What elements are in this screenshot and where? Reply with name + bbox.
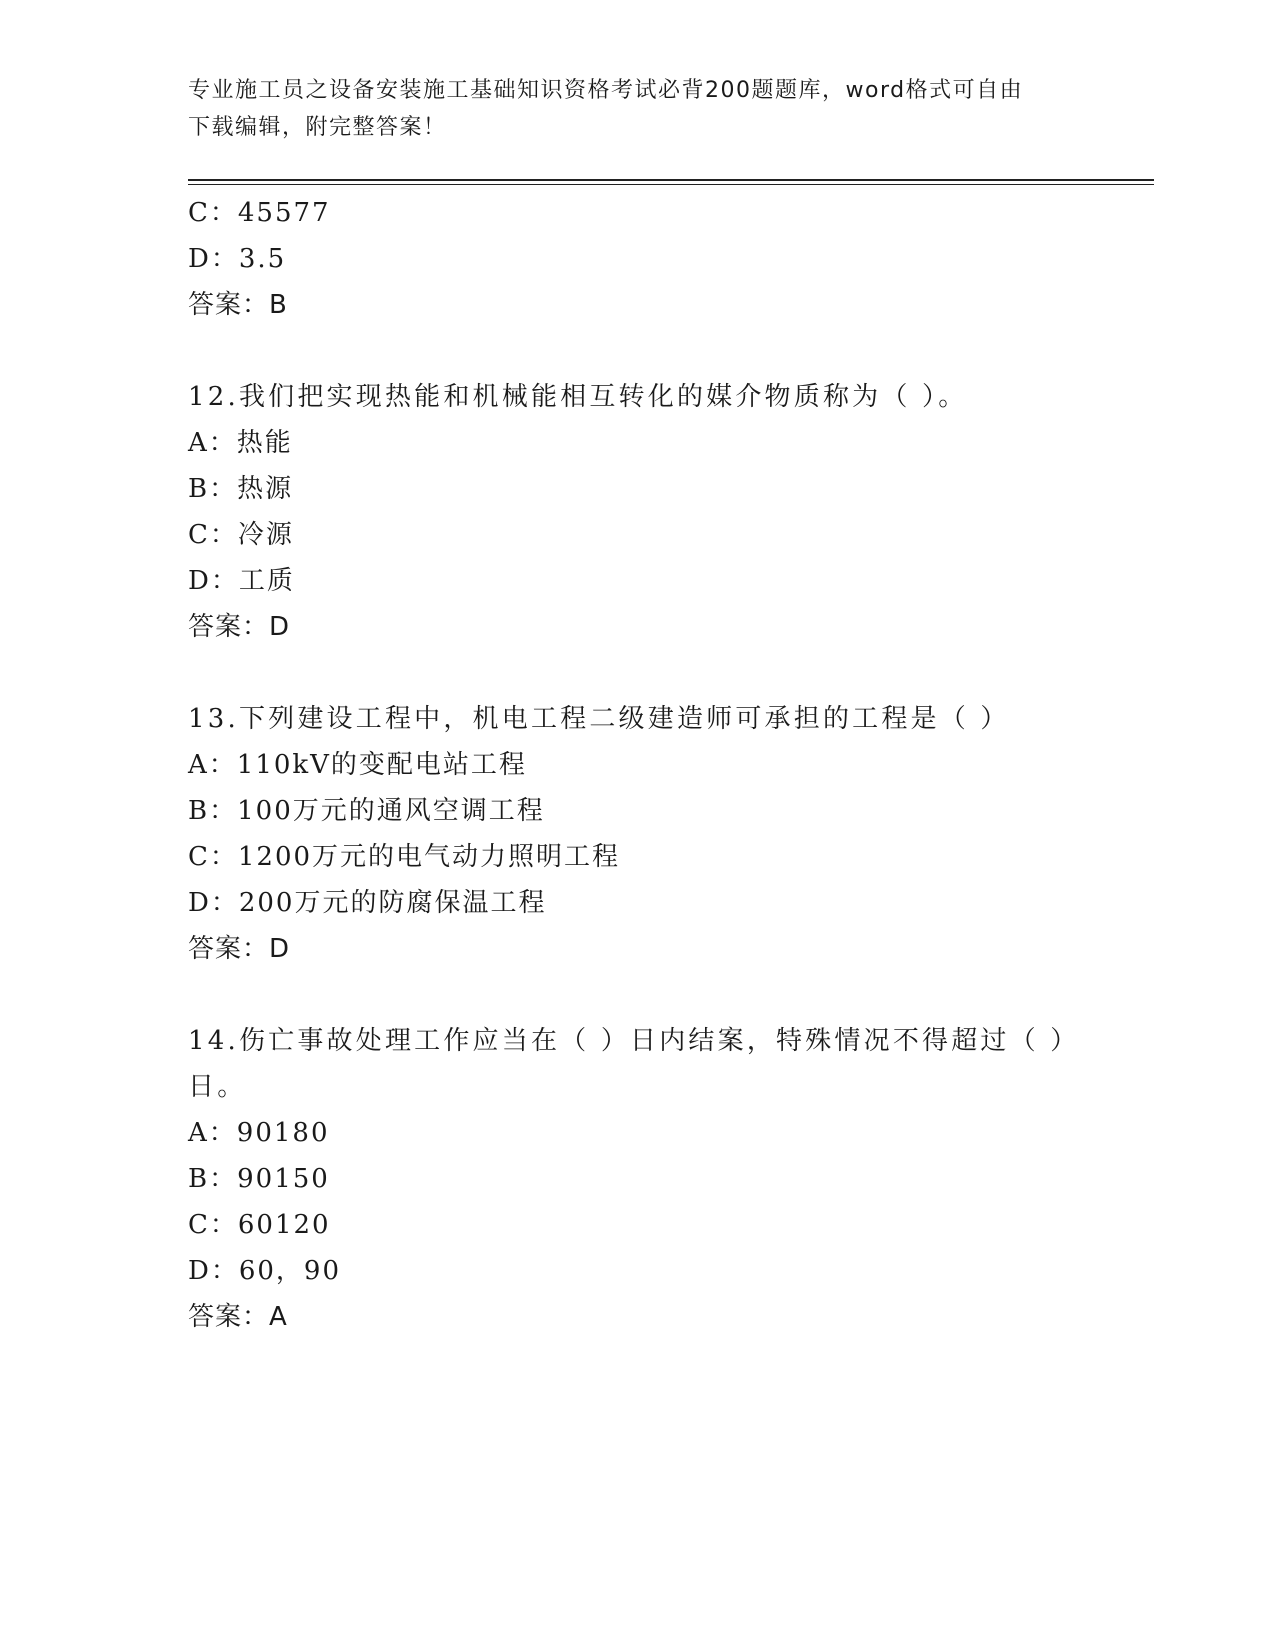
option-d: D：200万元的防腐保温工程 — [188, 888, 547, 918]
header-line-1: 专业施工员之设备安装施工基础知识资格考试必背200题题库，word格式可自由 — [188, 78, 1024, 103]
option-c: C：45577 — [188, 198, 331, 228]
header-divider-thin — [188, 184, 1154, 185]
question-text: 12.我们把实现热能和机械能相互转化的媒介物质称为（ ）。 — [188, 382, 968, 412]
answer-line: 答案：D — [188, 934, 291, 964]
spacer — [188, 650, 1088, 696]
option-b: B：100万元的通风空调工程 — [188, 796, 545, 826]
question-block-13 — [188, 696, 1088, 972]
option-a: A：热能 — [188, 428, 293, 458]
header-line-2: 下载编辑，附完整答案！ — [188, 115, 447, 140]
option-b: B：热源 — [188, 474, 294, 504]
question-block-12 — [188, 374, 1088, 650]
option-c: C：冷源 — [188, 520, 294, 550]
option-c: C：60120 — [188, 1210, 331, 1240]
option-c: C：1200万元的电气动力照明工程 — [188, 842, 621, 872]
question-list — [188, 190, 1088, 1340]
option-a: A：90180 — [188, 1118, 330, 1148]
answer-line: 答案：D — [188, 612, 291, 642]
question-block-11 — [188, 190, 1088, 328]
header-divider — [188, 179, 1154, 181]
question-text: 13.下列建设工程中，机电工程二级建造师可承担的工程是（ ） — [188, 704, 1010, 734]
answer-line: 答案：A — [188, 1302, 288, 1332]
question-block-14 — [188, 1018, 1088, 1340]
option-d: D：3.5 — [188, 244, 287, 274]
answer-line: 答案：B — [188, 290, 288, 320]
option-d: D：工质 — [188, 566, 295, 596]
option-d: D：60，90 — [188, 1256, 342, 1286]
spacer — [188, 972, 1088, 1018]
option-b: B：90150 — [188, 1164, 330, 1194]
document-header — [188, 72, 1088, 146]
question-text: 14.伤亡事故处理工作应当在（ ）日内结案，特殊情况不得超过（ ）日。 — [188, 1026, 1080, 1102]
option-a: A：110kV的变配电站工程 — [188, 750, 527, 780]
spacer — [188, 328, 1088, 374]
